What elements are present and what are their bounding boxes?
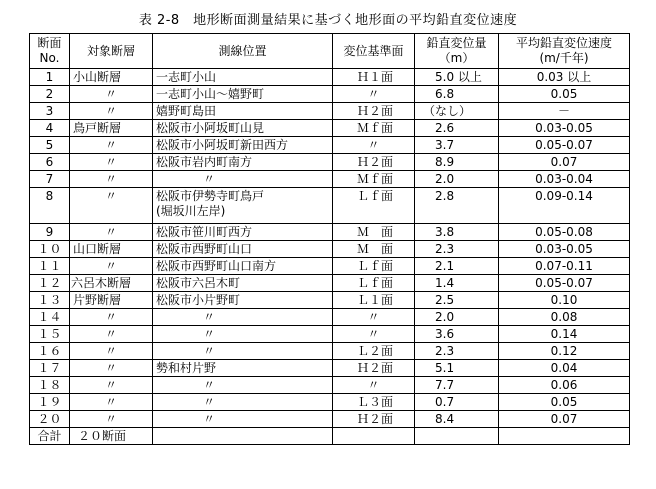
header-surface: 変位基準面 — [333, 34, 415, 69]
cell-surface: Ｌ２面 — [333, 343, 415, 360]
cell-no: １５ — [30, 326, 70, 343]
cell-site: 嬉野町島田 — [153, 103, 333, 120]
cell-displacement: 8.4 — [415, 411, 499, 428]
cell-rate: 0.05-0.07 — [499, 137, 630, 154]
header-fault: 対象断層 — [70, 34, 153, 69]
table-row — [30, 326, 630, 343]
cell-displacement: 3.6 — [415, 326, 499, 343]
cell-no: 9 — [30, 224, 70, 241]
cell-surface: 〃 — [333, 137, 415, 154]
cell-displacement: 2.3 — [415, 343, 499, 360]
table-row — [30, 309, 630, 326]
cell-no: １１ — [30, 258, 70, 275]
cell-site: 〃 — [153, 326, 333, 343]
cell-fault: 〃 — [70, 411, 153, 428]
cell-site: 勢和村片野 — [153, 360, 333, 377]
cell-fault: 〃 — [70, 137, 153, 154]
cell-site: 松阪市小片野町 — [153, 292, 333, 309]
cell-fault: 〃 — [70, 154, 153, 171]
cell-rate: 0.10 — [499, 292, 630, 309]
table-row — [30, 394, 630, 411]
cell-rate: 0.03-0.05 — [499, 241, 630, 258]
cell-rate: 0.06 — [499, 377, 630, 394]
cell-rate: 0.14 — [499, 326, 630, 343]
cell-rate: 0.05 — [499, 86, 630, 103]
total-empty-site — [153, 428, 333, 445]
table-caption: 表 2-8 地形断面測量結果に基づく地形面の平均鉛直変位速度 — [138, 13, 518, 28]
cell-site: 〃 — [153, 411, 333, 428]
cell-fault: 〃 — [70, 309, 153, 326]
cell-displacement: 3.8 — [415, 224, 499, 241]
cell-displacement: 2.3 — [415, 241, 499, 258]
cell-surface: Ｌ１面 — [333, 292, 415, 309]
cell-no: 5 — [30, 137, 70, 154]
cell-displacement: 2.0 — [415, 171, 499, 188]
cell-no: １０ — [30, 241, 70, 258]
cell-site: 松阪市笹川町西方 — [153, 224, 333, 241]
cell-no: １３ — [30, 292, 70, 309]
cell-surface: Ｈ２面 — [333, 411, 415, 428]
cell-surface: Ｍｆ面 — [333, 171, 415, 188]
table-row — [30, 171, 630, 188]
header-rate: 平均鉛直変位速度 (m/千年) — [499, 34, 630, 69]
cell-displacement: 7.7 — [415, 377, 499, 394]
cell-fault: 山口断層 — [70, 241, 153, 258]
cell-fault: 〃 — [70, 360, 153, 377]
cell-no: ２０ — [30, 411, 70, 428]
cell-site: 一志町小山 — [153, 69, 333, 86]
cell-surface: Ｌｆ面 — [333, 188, 415, 224]
cell-rate: 0.04 — [499, 360, 630, 377]
table-body — [30, 69, 630, 445]
total-empty-displacement — [415, 428, 499, 445]
cell-fault: 〃 — [70, 224, 153, 241]
cell-fault: 〃 — [70, 188, 153, 224]
table-row — [30, 154, 630, 171]
cell-no: 2 — [30, 86, 70, 103]
table-row — [30, 292, 630, 309]
cell-rate: － — [499, 103, 630, 120]
cell-surface: 〃 — [333, 377, 415, 394]
table-row — [30, 343, 630, 360]
cell-rate: 0.09-0.14 — [499, 188, 630, 224]
cell-rate: 0.07 — [499, 154, 630, 171]
cell-site: 松阪市西野町山口 — [153, 241, 333, 258]
cell-fault: 〃 — [70, 86, 153, 103]
cell-fault: 〃 — [70, 326, 153, 343]
cell-rate: 0.03-0.04 — [499, 171, 630, 188]
cell-rate: 0.03-0.05 — [499, 120, 630, 137]
cell-rate: 0.12 — [499, 343, 630, 360]
cell-displacement: 8.9 — [415, 154, 499, 171]
cell-displacement: 3.7 — [415, 137, 499, 154]
cell-fault: 小山断層 — [70, 69, 153, 86]
table-row — [30, 86, 630, 103]
cell-no: 8 — [30, 188, 70, 224]
table-row — [30, 241, 630, 258]
cell-no: １２ — [30, 275, 70, 292]
cell-displacement: 1.4 — [415, 275, 499, 292]
cell-no: 7 — [30, 171, 70, 188]
cell-surface: 〃 — [333, 326, 415, 343]
table-row — [30, 224, 630, 241]
cell-site: 松阪市伊勢寺町鳥戸 (堀坂川左岸) — [153, 188, 333, 224]
cell-no: 4 — [30, 120, 70, 137]
cell-rate: 0.07-0.11 — [499, 258, 630, 275]
total-row — [30, 428, 630, 445]
cell-displacement: 6.8 — [415, 86, 499, 103]
cell-site: 松阪市小阿坂町新田西方 — [153, 137, 333, 154]
cell-no: １８ — [30, 377, 70, 394]
cell-no: １６ — [30, 343, 70, 360]
cell-rate: 0.05-0.07 — [499, 275, 630, 292]
table-row — [30, 188, 630, 224]
cell-surface: Ｍ 面 — [333, 224, 415, 241]
cell-rate: 0.07 — [499, 411, 630, 428]
table-row — [30, 360, 630, 377]
header-section-no: 断面 No. — [30, 34, 70, 69]
cell-site: 松阪市小阿坂町山見 — [153, 120, 333, 137]
displacement-rate-table — [29, 33, 630, 445]
cell-no: 6 — [30, 154, 70, 171]
cell-surface: 〃 — [333, 86, 415, 103]
header-site: 測線位置 — [153, 34, 333, 69]
table-row — [30, 258, 630, 275]
cell-site: 〃 — [153, 309, 333, 326]
cell-rate: 0.08 — [499, 309, 630, 326]
table-row — [30, 275, 630, 292]
cell-displacement: 2.5 — [415, 292, 499, 309]
cell-surface: Ｈ２面 — [333, 360, 415, 377]
table-row — [30, 103, 630, 120]
cell-site: 松阪市岩内町南方 — [153, 154, 333, 171]
total-empty-surface — [333, 428, 415, 445]
cell-no: １４ — [30, 309, 70, 326]
header-row — [30, 34, 630, 69]
cell-surface: Ｈ２面 — [333, 103, 415, 120]
cell-site: 一志町小山～嬉野町 — [153, 86, 333, 103]
header-displacement: 鉛直変位量 （m） — [415, 34, 499, 69]
cell-site: 松阪市西野町山口南方 — [153, 258, 333, 275]
cell-rate: 0.03 以上 — [499, 69, 630, 86]
cell-fault: 〃 — [70, 171, 153, 188]
table-row — [30, 120, 630, 137]
cell-site: 松阪市六呂木町 — [153, 275, 333, 292]
cell-surface: 〃 — [333, 309, 415, 326]
cell-displacement: 5.1 — [415, 360, 499, 377]
cell-surface: Ｌｆ面 — [333, 258, 415, 275]
cell-displacement: 2.8 — [415, 188, 499, 224]
cell-rate: 0.05-0.08 — [499, 224, 630, 241]
cell-surface: Ｍｆ面 — [333, 120, 415, 137]
cell-fault: 〃 — [70, 377, 153, 394]
table-row — [30, 69, 630, 86]
total-empty-rate — [499, 428, 630, 445]
cell-surface: Ｈ２面 — [333, 154, 415, 171]
table-row — [30, 411, 630, 428]
cell-surface: Ｈ１面 — [333, 69, 415, 86]
cell-displacement: 5.0 以上 — [415, 69, 499, 86]
cell-rate: 0.05 — [499, 394, 630, 411]
cell-no: 3 — [30, 103, 70, 120]
total-value: ２０断面 — [70, 428, 153, 445]
cell-surface: Ｌ３面 — [333, 394, 415, 411]
cell-site: 〃 — [153, 377, 333, 394]
total-label: 合計 — [30, 428, 70, 445]
cell-displacement: 2.1 — [415, 258, 499, 275]
cell-site: 〃 — [153, 343, 333, 360]
cell-fault: 鳥戸断層 — [70, 120, 153, 137]
cell-displacement: （なし） — [415, 103, 499, 120]
cell-displacement: 2.0 — [415, 309, 499, 326]
cell-fault: 〃 — [70, 343, 153, 360]
cell-fault: 〃 — [70, 258, 153, 275]
cell-displacement: 0.7 — [415, 394, 499, 411]
cell-fault: 〃 — [70, 103, 153, 120]
cell-displacement: 2.6 — [415, 120, 499, 137]
cell-no: １７ — [30, 360, 70, 377]
cell-surface: Ｌｆ面 — [333, 275, 415, 292]
cell-fault: 六呂木断層 — [70, 275, 153, 292]
cell-no: １９ — [30, 394, 70, 411]
cell-site: 〃 — [153, 394, 333, 411]
cell-fault: 〃 — [70, 394, 153, 411]
cell-surface: Ｍ 面 — [333, 241, 415, 258]
cell-site: 〃 — [153, 171, 333, 188]
table-row — [30, 377, 630, 394]
table-row — [30, 137, 630, 154]
cell-fault: 片野断層 — [70, 292, 153, 309]
cell-no: 1 — [30, 69, 70, 86]
